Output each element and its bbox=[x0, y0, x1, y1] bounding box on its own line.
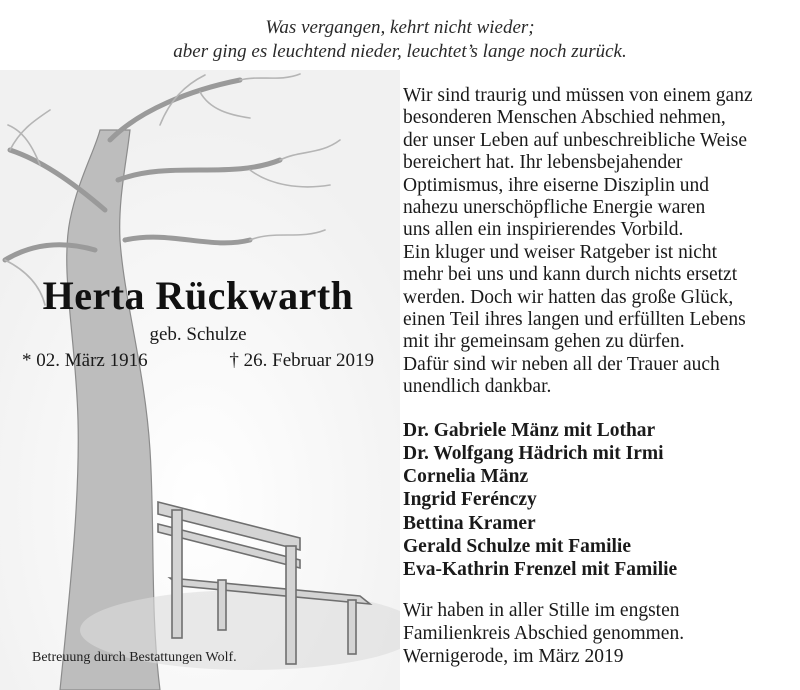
mourner-entry: Gerald Schulze mit Familie bbox=[403, 535, 632, 557]
message-line: mit ihr gemeinsam gehen zu dürfen. bbox=[403, 331, 685, 353]
message-line: Dafür sind wir neben all der Trauer auch bbox=[403, 353, 720, 375]
closing-note bbox=[403, 599, 793, 645]
deceased-info bbox=[18, 272, 378, 372]
message-line: der unser Leben auf unbeschreibliche Weise bbox=[403, 129, 748, 151]
message-line: mehr bei uns und kann durch nichts ersetzt bbox=[403, 264, 738, 286]
motto-line-2: aber ging es leuchtend nieder, leuchtet’s lange noch zurück. bbox=[173, 41, 627, 62]
birth-date: * 02. März 1916 bbox=[22, 350, 148, 371]
message-line: einen Teil ihres langen und erfüllten Lebens bbox=[403, 309, 746, 331]
message-line: Wir sind traurig und müssen von einem ganz bbox=[403, 85, 753, 106]
message-line: nahezu unerschöpfliche Energie waren bbox=[403, 197, 706, 219]
message-line: Optimismus, ihre eiserne Disziplin und bbox=[403, 174, 710, 196]
message-line: Ein kluger und weiser Ratgeber ist nicht bbox=[403, 241, 718, 263]
notice-text-column bbox=[403, 85, 793, 646]
closing-line-2: Familienkreis Abschied genommen. bbox=[403, 623, 685, 645]
closing-line-1: Wir haben in aller Stille im engsten bbox=[403, 600, 680, 622]
mourner-entry: Eva-Kathrin Frenzel mit Familie bbox=[403, 558, 678, 580]
motto bbox=[0, 16, 800, 64]
mourner-entry: Cornelia Mänz bbox=[403, 466, 529, 488]
mourner-entry: Dr. Gabriele Mänz mit Lothar bbox=[403, 419, 656, 441]
message-line: besonderen Menschen Abschied nehmen, bbox=[403, 107, 726, 129]
message-text bbox=[403, 85, 793, 399]
deceased-name: Herta Rückwarth bbox=[42, 273, 354, 318]
birth-name: geb. Schulze bbox=[149, 324, 247, 345]
motto-line-1: Was vergangen, kehrt nicht wieder; bbox=[265, 17, 535, 38]
mourners-list bbox=[403, 419, 793, 581]
message-line: bereichert hat. Ihr lebensbejahender bbox=[403, 152, 683, 174]
place-and-date: Wernigerode, im März 2019 bbox=[403, 646, 624, 667]
tree-and-bench-illustration bbox=[0, 70, 400, 690]
message-line: uns allen ein inspirierendes Vorbild. bbox=[403, 219, 684, 241]
life-dates bbox=[18, 350, 378, 372]
mourner-entry: Bettina Kramer bbox=[403, 512, 536, 534]
message-line: unendlich dankbar. bbox=[403, 376, 552, 398]
mourner-entry: Ingrid Ferénczy bbox=[403, 489, 537, 511]
mourner-entry: Dr. Wolfgang Hädrich mit Irmi bbox=[403, 442, 664, 464]
message-line: werden. Doch wir hatten das große Glück, bbox=[403, 286, 734, 308]
funeral-home-credit: Betreuung durch Bestattungen Wolf. bbox=[32, 650, 237, 665]
death-date: † 26. Februar 2019 bbox=[229, 350, 374, 371]
